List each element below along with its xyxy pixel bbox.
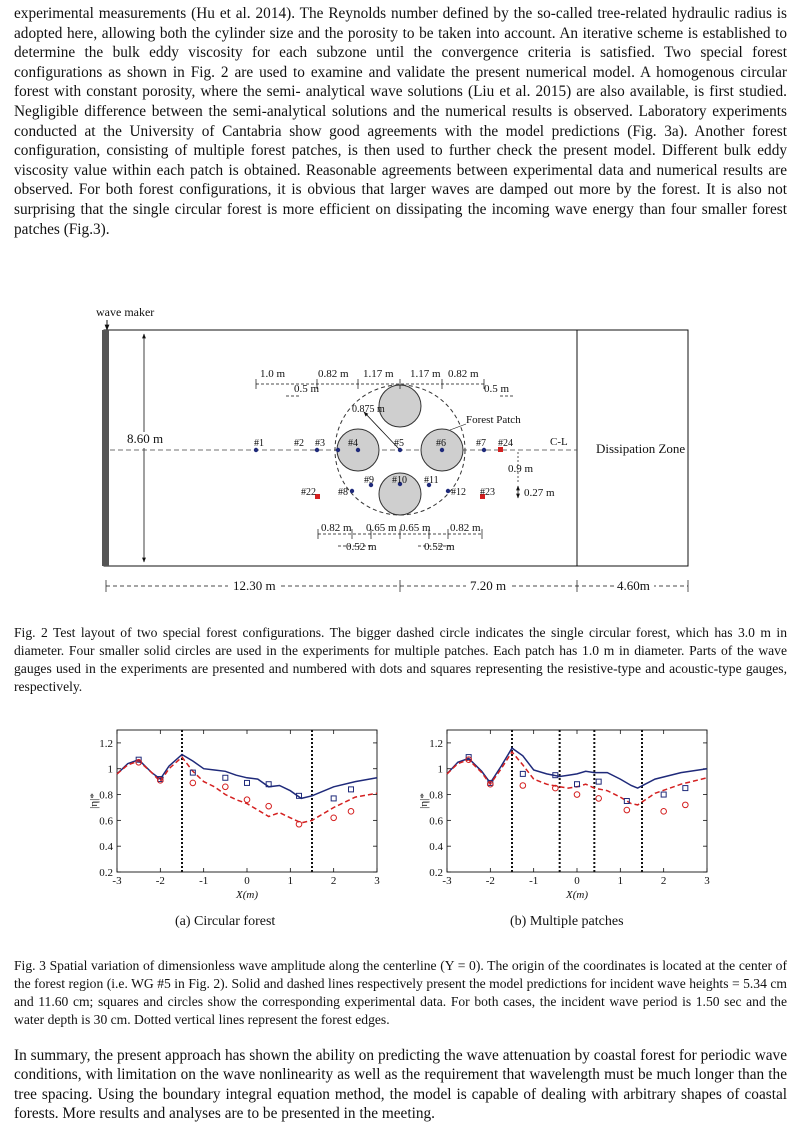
gauge-label: #7: [476, 438, 486, 449]
offset-label-1: 0.9 m: [508, 463, 534, 475]
x-tick-label: 1: [617, 875, 624, 887]
top-dim-4: 1.17 m: [410, 368, 441, 380]
x-tick-label: -2: [485, 875, 495, 887]
y-tick-label: 1: [437, 763, 443, 776]
gauge-dot: [336, 448, 340, 452]
bottom-subdim-2: 0.52 m: [424, 541, 455, 553]
length-label-2: 7.20 m: [470, 578, 507, 593]
top-dim-3: 1.17 m: [363, 368, 394, 380]
y-tick-label: 0.8: [99, 789, 113, 802]
y-tick-label: 0.4: [99, 841, 113, 854]
circle-data-point: [683, 802, 689, 808]
circle-data-point: [331, 815, 337, 821]
length-label-3: 4.60m: [617, 578, 650, 593]
gauge-label: #1: [254, 438, 264, 449]
x-tick-label: 2: [330, 875, 337, 887]
circle-data-point: [348, 809, 354, 815]
y-tick-label: 0.8: [429, 789, 443, 802]
plot-frame: [117, 730, 377, 872]
gauge-label: #9: [364, 475, 374, 486]
bottom-subdim-1: 0.52 m: [346, 541, 377, 553]
length-dimension-lines: [106, 580, 688, 592]
bottom-dim-2: 0.65 m: [366, 522, 397, 534]
subcaption-a: (a) Circular forest: [175, 914, 276, 929]
plot-frame: [447, 730, 707, 872]
gauge-label: #6: [436, 438, 446, 449]
top-subdim-2: 0.5 m: [484, 383, 510, 395]
square-data-point: [661, 792, 666, 797]
subcaption-b: (b) Multiple patches: [510, 914, 624, 929]
radius-label: 0.875 m: [352, 404, 385, 415]
forest-patch-top: [379, 385, 421, 427]
chart-circular-forest: [85, 724, 385, 904]
y-tick-label: 1: [107, 763, 113, 776]
x-axis-label: X(m): [236, 889, 258, 901]
top-dim-2: 0.82 m: [318, 368, 349, 380]
width-label: 8.60 m: [127, 431, 164, 446]
x-tick-label: 0: [244, 875, 250, 887]
top-dim-1: 1.0 m: [260, 368, 286, 380]
dissipation-zone-label: Dissipation Zone: [596, 441, 686, 456]
x-tick-label: -3: [112, 875, 122, 887]
x-tick-label: -1: [529, 875, 539, 887]
figure-3-caption: Fig. 3 Spatial variation of dimensionless wave amplitude along the centerline (Y = 0). The origin of the coordinates is located at the center of the forest region (i.e. WG #5 in Fig. 2). Solid and dashed lines respectively present the model predictions for incident wave heights = 5.34 cm and 11.60 cm; squares and circles show the corresponding experimental data. For both cases, the incident wave period is 1.50 sec and the water depth is 30 cm. Dotted vertical lines represent the forest edges.: [14, 958, 787, 1027]
gauge-label: #3: [315, 438, 325, 449]
top-subdim-1: 0.5 m: [294, 383, 320, 395]
wave-maker-wall: [102, 330, 109, 566]
square-data-point: [520, 771, 525, 776]
x-tick-label: 2: [660, 875, 667, 887]
y-tick-label: 0.2: [429, 867, 443, 879]
square-data-point: [331, 796, 336, 801]
y-tick-label: 0.6: [99, 815, 113, 828]
x-tick-label: 0: [574, 875, 580, 887]
y-tick-label: 0.4: [429, 841, 443, 854]
gauge-label: #11: [424, 475, 439, 486]
x-axis-label: X(m): [566, 889, 588, 901]
circle-data-point: [244, 797, 250, 803]
wave-maker-label: wave maker: [96, 305, 155, 319]
square-data-point: [245, 780, 250, 785]
y-tick-label: 0.6: [429, 815, 443, 828]
x-tick-label: 3: [704, 875, 710, 887]
circle-data-point: [520, 783, 526, 789]
offset-label-2: 0.27 m: [524, 487, 555, 499]
circle-data-point: [190, 780, 196, 786]
square-data-point: [596, 779, 601, 784]
circle-data-point: [574, 792, 580, 798]
circle-data-point: [266, 803, 272, 809]
gauge-label: #24: [498, 438, 513, 449]
gauge-label: #8: [338, 487, 348, 498]
summary-paragraph: In summary, the present approach has shown the ability on predicting the wave attenuation by coastal forest for periodic wave conditions, with limitation on the wave nonlinearity as well as the requirement that wavelength must be much longer than the tree spacing. Using the boundary integral equation method, the model is capable of dealing with arbitrary shapes of coastal forests. More results and analyses are to be presented in the meeting.: [14, 1047, 787, 1122]
y-tick-label: 1.2: [429, 737, 443, 750]
gauge-dot: [446, 489, 450, 493]
gauge-label: #2: [294, 438, 304, 449]
square-data-point: [349, 787, 354, 792]
x-tick-label: 3: [374, 875, 380, 887]
top-dim-5: 0.82 m: [448, 368, 479, 380]
circle-data-point: [596, 796, 602, 802]
gauge-dot: [350, 489, 354, 493]
y-tick-label: 0.2: [99, 867, 113, 879]
gauge-label: #10: [392, 475, 407, 486]
x-tick-label: 1: [287, 875, 294, 887]
square-data-point: [223, 775, 228, 780]
bottom-dim-1: 0.82 m: [321, 522, 352, 534]
gauge-label: #23: [480, 487, 495, 498]
y-axis-label: |η|*: [418, 793, 430, 809]
gauge-label: #4: [348, 438, 358, 449]
circle-data-point: [661, 809, 667, 815]
circle-data-point: [223, 784, 229, 790]
bottom-dim-3: 0.65 m: [400, 522, 431, 534]
dashed-line-series: [117, 757, 377, 823]
figure-2-layout-diagram: [0, 300, 800, 620]
gauge-label: #5: [394, 438, 404, 449]
square-data-point: [683, 786, 688, 791]
figure-2-caption: Fig. 2 Test layout of two special forest configurations. The bigger dashed circle indicates the single circular forest, which has 3.0 m in diameter. Four smaller solid circles are used in the experiments for multiple patches. Each patch has 1.0 m in diameter. Parts of the wave gauges used in the experiments are presented and numbered with dots and squares representing the resistive-type and acoustic-type gauges, respectively.: [14, 625, 787, 694]
gauge-label: #12: [451, 487, 466, 498]
y-tick-label: 1.2: [99, 737, 113, 750]
y-axis-label: |η|*: [88, 793, 100, 809]
bottom-dim-4: 0.82 m: [450, 522, 481, 534]
centerline-label: C-L: [550, 436, 568, 448]
x-tick-label: -3: [442, 875, 452, 887]
forest-patch-leader: [450, 424, 466, 430]
gauge-label: #22: [301, 487, 316, 498]
length-label-1: 12.30 m: [233, 578, 276, 593]
circle-data-point: [624, 807, 630, 813]
chart-multiple-patches: [415, 724, 715, 904]
forest-patch-label: Forest Patch: [466, 414, 521, 426]
x-tick-label: -1: [199, 875, 209, 887]
x-tick-label: -2: [155, 875, 165, 887]
body-paragraph: experimental measurements (Hu et al. 2014). The Reynolds number defined by the so-called tree-related hydraulic radius is adopted here, allowing both the cylinder size and the porosity to be taken into account. An iterative scheme is established to determine the bulk eddy viscosity for each subzone until the convergence criteria is satisfied. Two special forest configurations as shown in Fig. 2 are used to examine and validate the present numerical model. A homogenous circular forest with constant porosity, where the semi- analytical wave solutions (Liu et al. 2015) are also available, is first studied. Negligible difference between the semi-analytical solutions and the numerical results is observed. Laboratory experiments conducted at the University of Cantabria show good agreements with the model predictions (Fig. 3a). Another forest configuration, consisting of multiple forest patches, is then used to further check the present model. Different bulk eddy viscosity value within each patch is obtained. Reasonable agreements between experimental data and numerical results are observed. For both forest configurations, it is obvious that larger waves are damped out more by the forest. It is also not surprising that the single circular forest is more efficient on dissipating the incoming wave energy than four smaller forest patches (Fig.3).: [14, 5, 787, 238]
